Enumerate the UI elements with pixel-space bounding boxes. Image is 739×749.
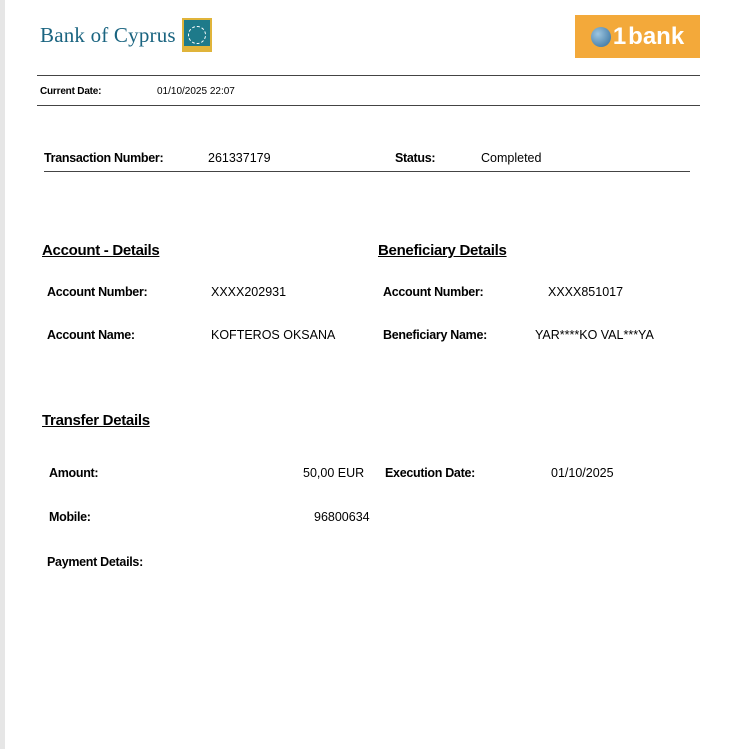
current-date-label: Current Date: — [40, 86, 102, 97]
beneficiary-name-value: YAR****KO VAL***YA — [535, 328, 654, 342]
execution-date-value: 01/10/2025 — [551, 466, 614, 480]
account-number-value: XXXX202931 — [211, 285, 287, 299]
transaction-number-label: Transaction Number: — [44, 151, 164, 165]
transfer-details-heading: Transfer Details — [42, 412, 150, 429]
page-edge — [0, 0, 5, 749]
account-name-value: KOFTEROS OKSANA — [211, 328, 336, 342]
header-top-divider — [37, 75, 700, 76]
mobile-value: 96800634 — [314, 510, 370, 524]
transaction-divider — [44, 171, 690, 172]
beneficiary-account-number-value: XXXX851017 — [548, 285, 624, 299]
onebank-logo — [575, 15, 700, 58]
beneficiary-account-number-label: Account Number: — [383, 285, 484, 299]
account-details-heading: Account - Details — [42, 242, 160, 259]
header-bottom-divider — [37, 105, 700, 106]
mobile-label: Mobile: — [49, 510, 91, 524]
amount-value: 50,00 EUR — [303, 466, 365, 480]
brand-bank-word: bank — [628, 22, 685, 50]
account-number-label: Account Number: — [47, 285, 148, 299]
current-date-value: 01/10/2025 22:07 — [157, 86, 235, 97]
status-value: Completed — [481, 151, 542, 165]
globe-icon — [591, 27, 611, 47]
payment-details-label: Payment Details: — [47, 555, 143, 569]
bank-name: Bank of Cyprus — [40, 22, 176, 47]
account-name-label: Account Name: — [47, 328, 135, 342]
brand-one: 1 — [612, 22, 627, 50]
beneficiary-name-label: Beneficiary Name: — [383, 328, 487, 342]
amount-label: Amount: — [49, 466, 99, 480]
bank-of-cyprus-logo — [40, 18, 212, 52]
beneficiary-details-heading: Beneficiary Details — [378, 242, 507, 259]
execution-date-label: Execution Date: — [385, 466, 475, 480]
bank-emblem-icon — [182, 18, 212, 52]
status-label: Status: — [395, 151, 436, 165]
transaction-number-value: 261337179 — [208, 151, 271, 165]
